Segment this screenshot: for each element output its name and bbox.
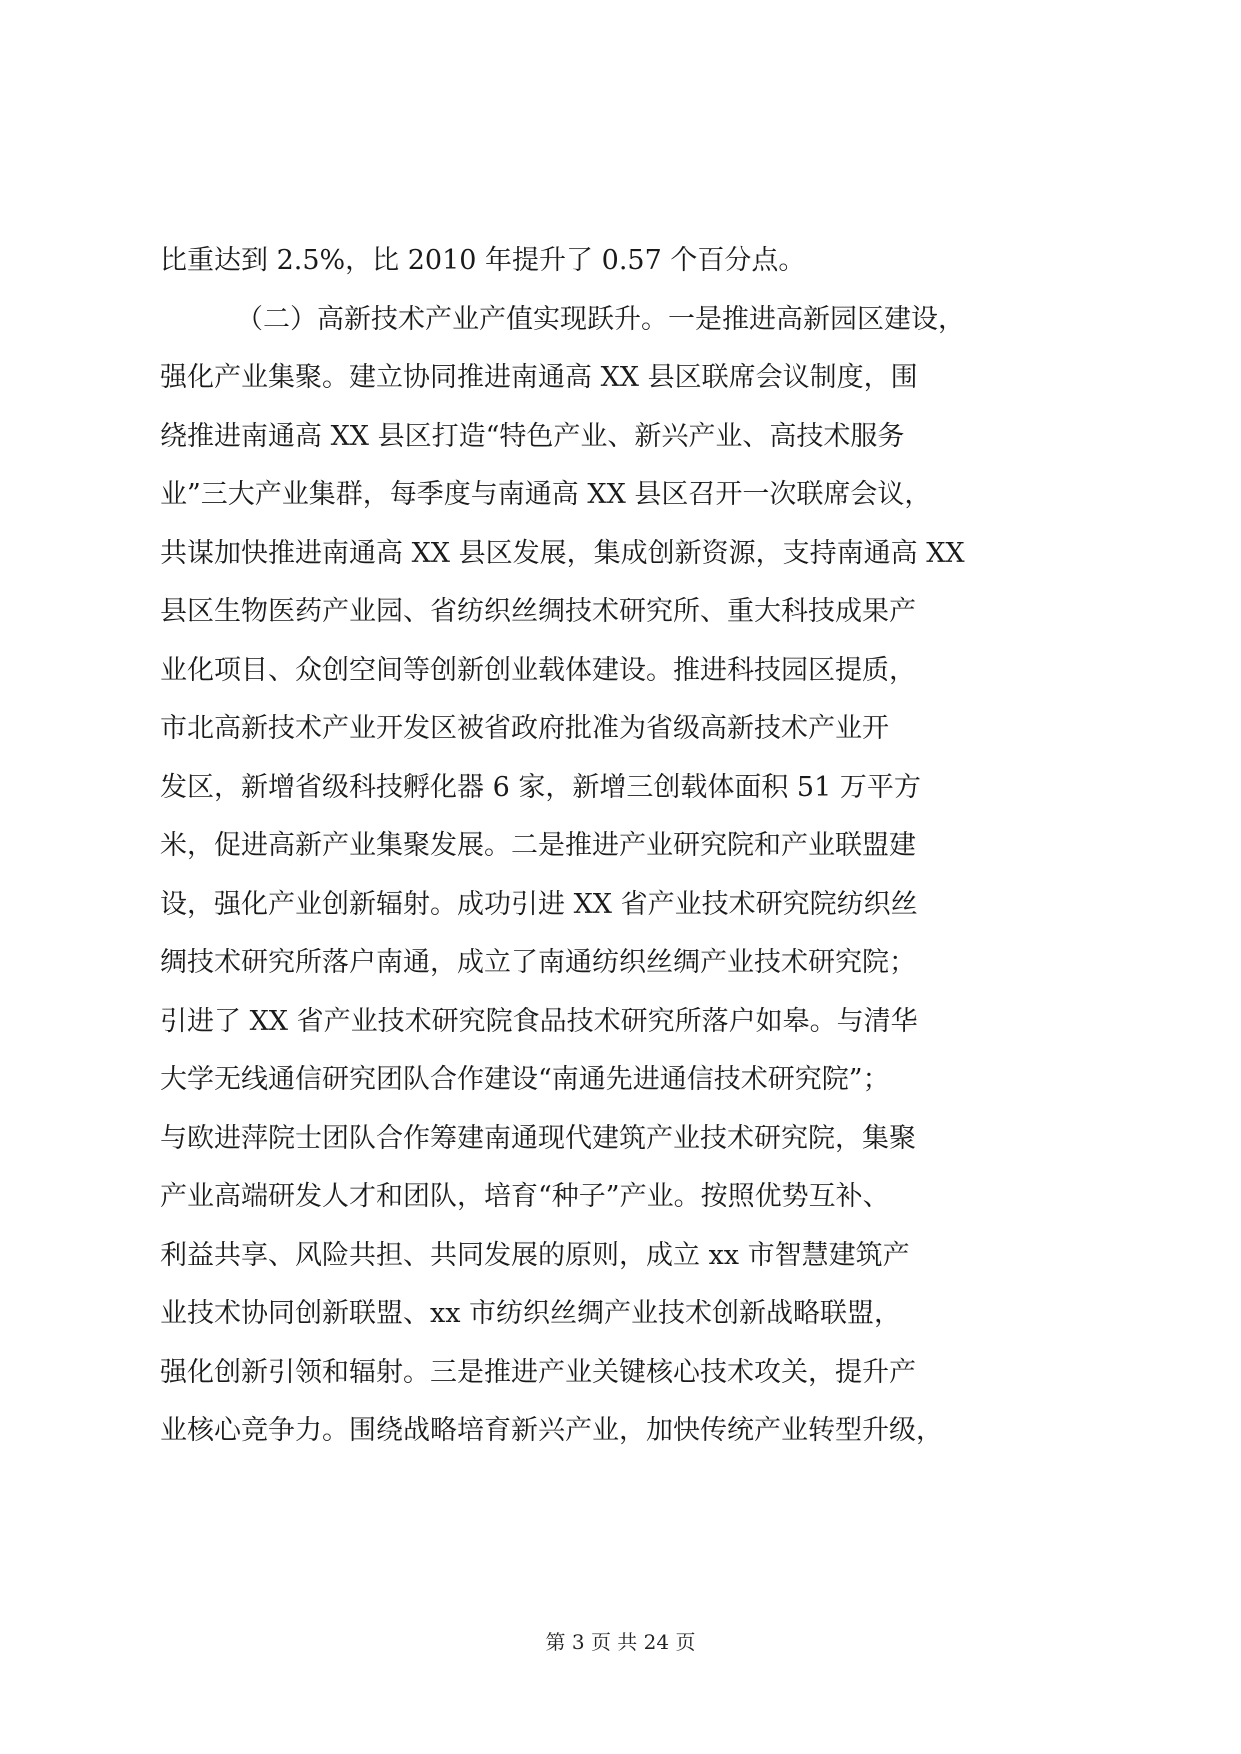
text-line: 强化创新引领和辐射。三是推进产业关键核心技术攻关，提升产 — [160, 1356, 916, 1388]
text-line: 设，强化产业创新辐射。成功引进 XX 省产业技术研究院纺织丝 — [160, 888, 918, 920]
text-line: 绸技术研究所落户南通，成立了南通纺织丝绸产业技术研究院； — [160, 947, 916, 978]
text-line: （二）高新技术产业产值实现跃升。一是推进高新园区建设， — [236, 303, 965, 335]
text-line: 利益共享、风险共担、共同发展的原则，成立 xx 市智慧建筑产 — [160, 1239, 910, 1271]
text-line: 发区，新增省级科技孵化器 6 家，新增三创载体面积 51 万平方 — [160, 771, 921, 803]
text-line: 大学无线通信研究团队合作建设“南通先进通信技术研究院”； — [160, 1064, 890, 1095]
text-line: 强化产业集聚。建立协同推进南通高 XX 县区联席会议制度，围 — [160, 362, 918, 393]
page-number-footer: 第 3 页 共 24 页 — [545, 1630, 696, 1654]
text-line: 引进了 XX 省产业技术研究院食品技术研究所落户如皋。与清华 — [160, 1005, 918, 1037]
body-text — [160, 232, 1090, 1461]
text-line: 绕推进南通高 XX 县区打造“特色产业、新兴产业、高技术服务 — [160, 420, 905, 452]
text-line: 业”三大产业集群，每季度与南通高 XX 县区召开一次联席会议， — [160, 479, 932, 510]
text-line: 县区生物医药产业园、省纺织丝绸技术研究所、重大科技成果产 — [160, 596, 916, 627]
text-line: 市北高新技术产业开发区被省政府批准为省级高新技术产业开 — [160, 713, 889, 744]
text-line: 业化项目、众创空间等创新创业载体建设。推进科技园区提质， — [160, 654, 916, 686]
text-line: 比重达到 2.5%，比 2010 年提升了 0.57 个百分点。 — [160, 245, 806, 276]
text-line: 业核心竞争力。围绕战略培育新兴产业，加快传统产业转型升级， — [160, 1415, 943, 1446]
text-line: 产业高端研发人才和团队，培育“种子”产业。按照优势互补、 — [160, 1181, 890, 1212]
text-line: 与欧进萍院士团队合作筹建南通现代建筑产业技术研究院，集聚 — [160, 1122, 916, 1154]
text-line: 业技术协同创新联盟、xx 市纺织丝绸产业技术创新战略联盟， — [160, 1298, 902, 1329]
text-line: 共谋加快推进南通高 XX 县区发展，集成创新资源，支持南通高 XX — [160, 537, 965, 569]
text-line: 米，促进高新产业集聚发展。二是推进产业研究院和产业联盟建 — [160, 830, 916, 861]
